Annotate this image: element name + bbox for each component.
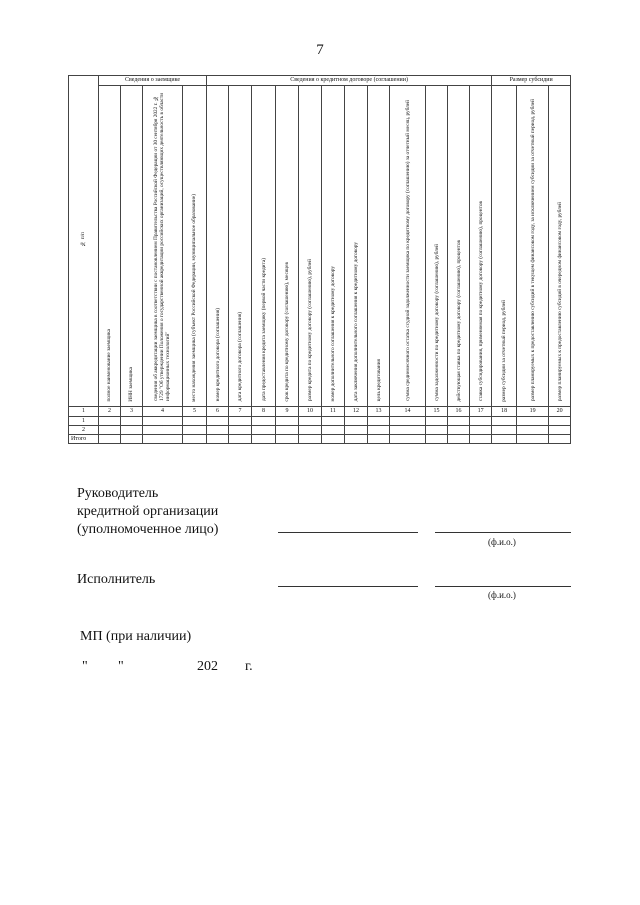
head-signature-line	[278, 532, 418, 533]
col-number: 20	[549, 407, 571, 417]
col-header: дата заключения дополнительного соглашения к кредитному договору	[345, 86, 368, 407]
col-number: 17	[470, 407, 492, 417]
table-row	[69, 426, 571, 435]
col-header: размер кредита по кредитному договору (соглашению), рублей	[299, 86, 322, 407]
col-header: место нахождения заемщика (субъект Российской Федерации, муниципальное образование)	[183, 86, 207, 407]
col-header: дата предоставления кредита заемщику (первой части кредита)	[252, 86, 276, 407]
col-header: действующая ставка по кредитному договору (соглашению), процентов	[448, 86, 470, 407]
group-header-row	[69, 76, 571, 86]
row-label: 2	[69, 426, 99, 435]
executor-label: Исполнитель	[77, 572, 156, 587]
date-quote-open: "	[82, 659, 88, 674]
col-header: сумма задолженности по кредитному договору (соглашению), рублей	[426, 86, 448, 407]
subsidy-table	[68, 75, 571, 444]
column-number-row	[69, 407, 571, 417]
col-number: 7	[229, 407, 252, 417]
col-number: 13	[368, 407, 390, 417]
col-number: 12	[345, 407, 368, 417]
row-label-total: Итого	[69, 435, 99, 444]
executor-fio-line	[435, 586, 571, 587]
column-header-row	[69, 86, 571, 407]
col-number: 2	[99, 407, 121, 417]
date-suffix: г.	[245, 659, 253, 674]
col-number: 6	[207, 407, 229, 417]
col-number: 9	[276, 407, 299, 417]
col-header: цель кредитования	[368, 86, 390, 407]
col-number: 11	[322, 407, 345, 417]
col-number: 1	[69, 407, 99, 417]
col-header: ставка субсидирования, применяемая по кредитному договору (соглашению), процентов	[470, 86, 492, 407]
col-header: дата кредитного договора (соглашения)	[229, 86, 252, 407]
col-header: номер кредитного договора (соглашения)	[207, 86, 229, 407]
col-number: 16	[448, 407, 470, 417]
page-number: 7	[316, 42, 324, 58]
col-header: полное наименование заемщика	[99, 86, 121, 407]
col-header: сведения об аккредитации заемщика в соответствии с постановлением Правительства Российской Федерации от 30 сентября 2022 г. № 1729 "Об утверждении Положения о государственной аккредитации российских организаций, осуществляющих деятельность в области информационных технологий"	[143, 86, 183, 407]
executor-fio-caption: (ф.и.о.)	[488, 590, 516, 600]
col-number: 19	[517, 407, 549, 417]
col-num-header-text: № п/п	[80, 232, 87, 247]
group-borrower: Сведения о заемщике	[99, 76, 207, 86]
group-contract: Сведения о кредитном договоре (соглашении)	[207, 76, 492, 86]
col-number: 4	[143, 407, 183, 417]
head-signature-label: Руководитель кредитной организации (уполномоченное лицо)	[77, 486, 219, 537]
col-header: размер субсидии за отчетный период, рублей	[492, 86, 517, 407]
group-subsidy: Размер субсидии	[492, 76, 571, 86]
row-label: 1	[69, 417, 99, 426]
col-num-header	[69, 76, 99, 407]
executor-signature-line	[278, 586, 418, 587]
col-header: размер планируемых к предоставлению субсидий в очередном финансовом году, рублей	[549, 86, 571, 407]
col-header: размер планируемых к предоставлению субсидий в текущем финансовом году, за исключением субсидии за отчетный период, рублей	[517, 86, 549, 407]
col-header: сумма среднемесячного остатка ссудной задолженности заемщика по кредитному договору (соглашению) за отчетный месяц, рублей	[390, 86, 426, 407]
col-number: 8	[252, 407, 276, 417]
col-header: срок кредита по кредитному договору (соглашению), месяцев	[276, 86, 299, 407]
col-number: 5	[183, 407, 207, 417]
date-quote-close: "	[118, 659, 124, 674]
col-number: 3	[121, 407, 143, 417]
stamp-label: МП (при наличии)	[80, 629, 192, 644]
head-fio-line	[435, 532, 571, 533]
table-row-total	[69, 435, 571, 444]
col-header: ИНН заемщика	[121, 86, 143, 407]
head-fio-caption: (ф.и.о.)	[488, 537, 516, 547]
col-number: 10	[299, 407, 322, 417]
col-header: номер дополнительного соглашения к кредитному договору	[322, 86, 345, 407]
col-number: 15	[426, 407, 448, 417]
table-row	[69, 417, 571, 426]
col-number: 18	[492, 407, 517, 417]
col-number: 14	[390, 407, 426, 417]
date-year: 202	[197, 659, 218, 674]
